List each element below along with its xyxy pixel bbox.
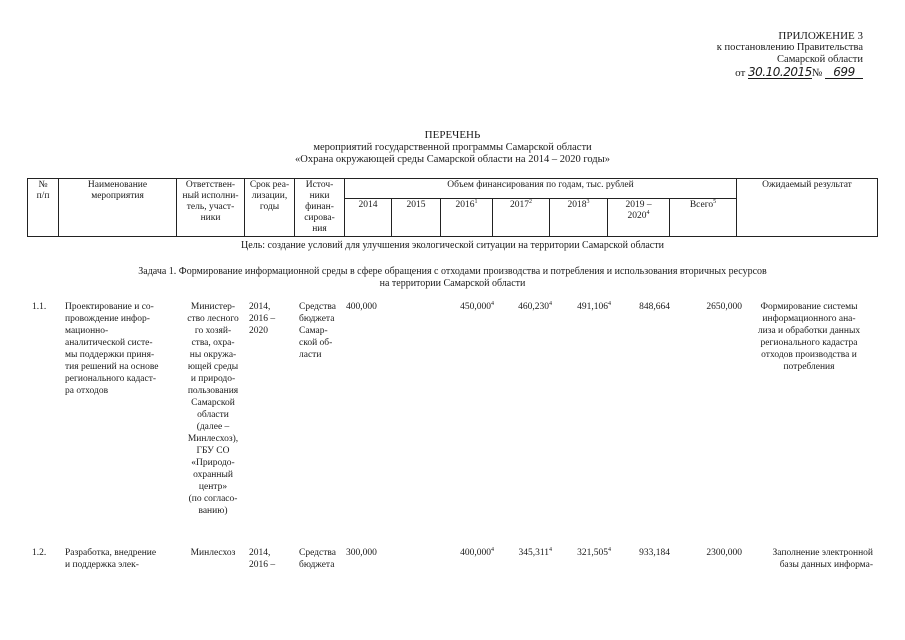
header-year-2017 — [493, 199, 550, 237]
header-term — [245, 179, 295, 237]
header-responsible — [177, 179, 245, 237]
row-responsible: Министер- ство лесного го хозяй- ства, охра- ны окружа- ющей среды и природо- пользования Самарской области (далее – Минлесхоз), ГБУ СО «Природо- охранный центр» (по согласо- ванию) — [187, 302, 239, 516]
task-line: Задача 1. Формирование информационной среды в сфере обращения с отходами производства и потребления и использования вторичных ресурсов на территории Самарской области — [138, 266, 767, 289]
row-y2019: 848,664 — [639, 302, 670, 312]
header-year-2015-text: 2015 — [406, 200, 426, 210]
number-handwritten: 699 — [825, 66, 863, 79]
row-y2018 — [553, 301, 611, 313]
footnote-mark: 1 — [474, 198, 478, 205]
footnote-mark: 4 — [608, 546, 611, 553]
header-year-2019-text: 2019 – 2020 — [625, 200, 652, 221]
row-y2017 — [495, 547, 552, 559]
header-num-text: № п/п — [36, 180, 50, 201]
header-year-2019-2020 — [608, 199, 670, 237]
row-name: Проектирование и со- провождение инфор- мационно- аналитической систе- мы поддержки приня- тия решений на основе регионального кадаст- ра отходов — [65, 302, 159, 396]
appendix-line3: Самарской области — [777, 54, 863, 65]
header-year-2016-text: 2016 — [455, 200, 475, 210]
header-year-2014 — [345, 199, 392, 237]
appendix-line2: к постановлению Правительства — [716, 42, 863, 53]
row-responsible: Минлесхоз — [190, 548, 236, 558]
program-name: «Охрана окружающей среды Самарской области на 2014 – 2020 годы» — [295, 154, 610, 165]
row-source: Средства бюджета Самар- ской об- ласти — [299, 302, 336, 360]
footnote-mark: 4 — [646, 209, 650, 216]
date-handwritten: 30.10.2015 — [748, 65, 812, 79]
header-source-text: Источ- ники финан- сирова- ния — [304, 180, 335, 234]
header-total — [670, 199, 737, 237]
value: 400,000 — [460, 548, 491, 558]
header-funding-group-text: Объем финансирования по годам, тыс. рублей — [447, 180, 634, 190]
header-source — [295, 179, 345, 237]
row-y2018 — [553, 547, 611, 559]
header-funding-group — [345, 179, 737, 199]
value: 321,505 — [577, 548, 608, 558]
header-responsible-text: Ответствен- ный исполни- тель, участ- ники — [182, 180, 239, 223]
header-year-2015 — [392, 199, 441, 237]
footnote-mark: 4 — [549, 546, 552, 553]
row-name: Разработка, внедрение и поддержка элек- — [65, 548, 157, 570]
value: 460,230 — [518, 302, 549, 312]
row-num: 1.2. — [32, 548, 47, 558]
value: 450,000 — [460, 302, 491, 312]
row-result: Формирование системы информационного ана- лиза и обработки данных регионального кадастра отходов производства и потребления — [757, 302, 861, 372]
header-name-text: Наименование мероприятия — [87, 180, 148, 201]
appendix-date-line — [663, 66, 863, 79]
footnote-mark: 4 — [491, 546, 494, 553]
row-num: 1.1. — [32, 302, 47, 312]
footnote-mark: 3 — [586, 198, 590, 205]
footnote-mark: 2 — [529, 198, 532, 205]
appendix-block — [663, 30, 863, 79]
row-term: 2014, 2016 – — [249, 548, 276, 570]
footnote-mark: 4 — [549, 300, 552, 307]
header-result — [737, 179, 878, 237]
header-year-2018-text: 2018 — [567, 200, 587, 210]
header-year-2017-text: 2017 — [510, 200, 529, 210]
row-result: Заполнение электронной базы данных информа- — [772, 548, 873, 570]
row-source: Средства бюджета — [299, 548, 336, 570]
row-y2014: 400,000 — [346, 302, 377, 312]
date-prefix: от — [735, 67, 746, 79]
footnote-mark: 5 — [713, 198, 717, 205]
row-y2014: 300,000 — [346, 548, 377, 558]
number-prefix: № — [811, 67, 823, 79]
header-name — [59, 179, 177, 237]
header-term-text: Срок реа- лизации, годы — [249, 180, 290, 212]
value: 345,311 — [518, 548, 549, 558]
footnote-mark: 4 — [608, 300, 611, 307]
header-year-2014-text: 2014 — [358, 200, 378, 210]
header-year-2016 — [441, 199, 493, 237]
document-title: ПЕРЕЧЕНЬ — [424, 129, 481, 141]
value: 491,106 — [577, 302, 608, 312]
row-y2016 — [442, 301, 494, 313]
goal-line: Цель: создание условий для улучшения экологической ситуации на территории Самарской области — [241, 240, 664, 251]
footnote-mark: 4 — [491, 300, 494, 307]
row-y2017 — [495, 301, 552, 313]
row-term: 2014, 2016 – 2020 — [249, 302, 276, 336]
header-total-text: Всего — [689, 200, 714, 210]
row-total: 2300,000 — [706, 548, 742, 558]
header-num — [28, 179, 59, 237]
header-year-2018 — [550, 199, 608, 237]
document-subtitle: мероприятий государственной программы Самарской области — [313, 142, 592, 153]
row-total: 2650,000 — [706, 302, 742, 312]
row-y2016 — [442, 547, 494, 559]
appendix-title: ПРИЛОЖЕНИЕ 3 — [778, 30, 863, 42]
funding-table-header — [27, 178, 878, 237]
header-result-text: Ожидаемый результат — [762, 180, 852, 190]
row-y2019: 933,184 — [639, 548, 670, 558]
